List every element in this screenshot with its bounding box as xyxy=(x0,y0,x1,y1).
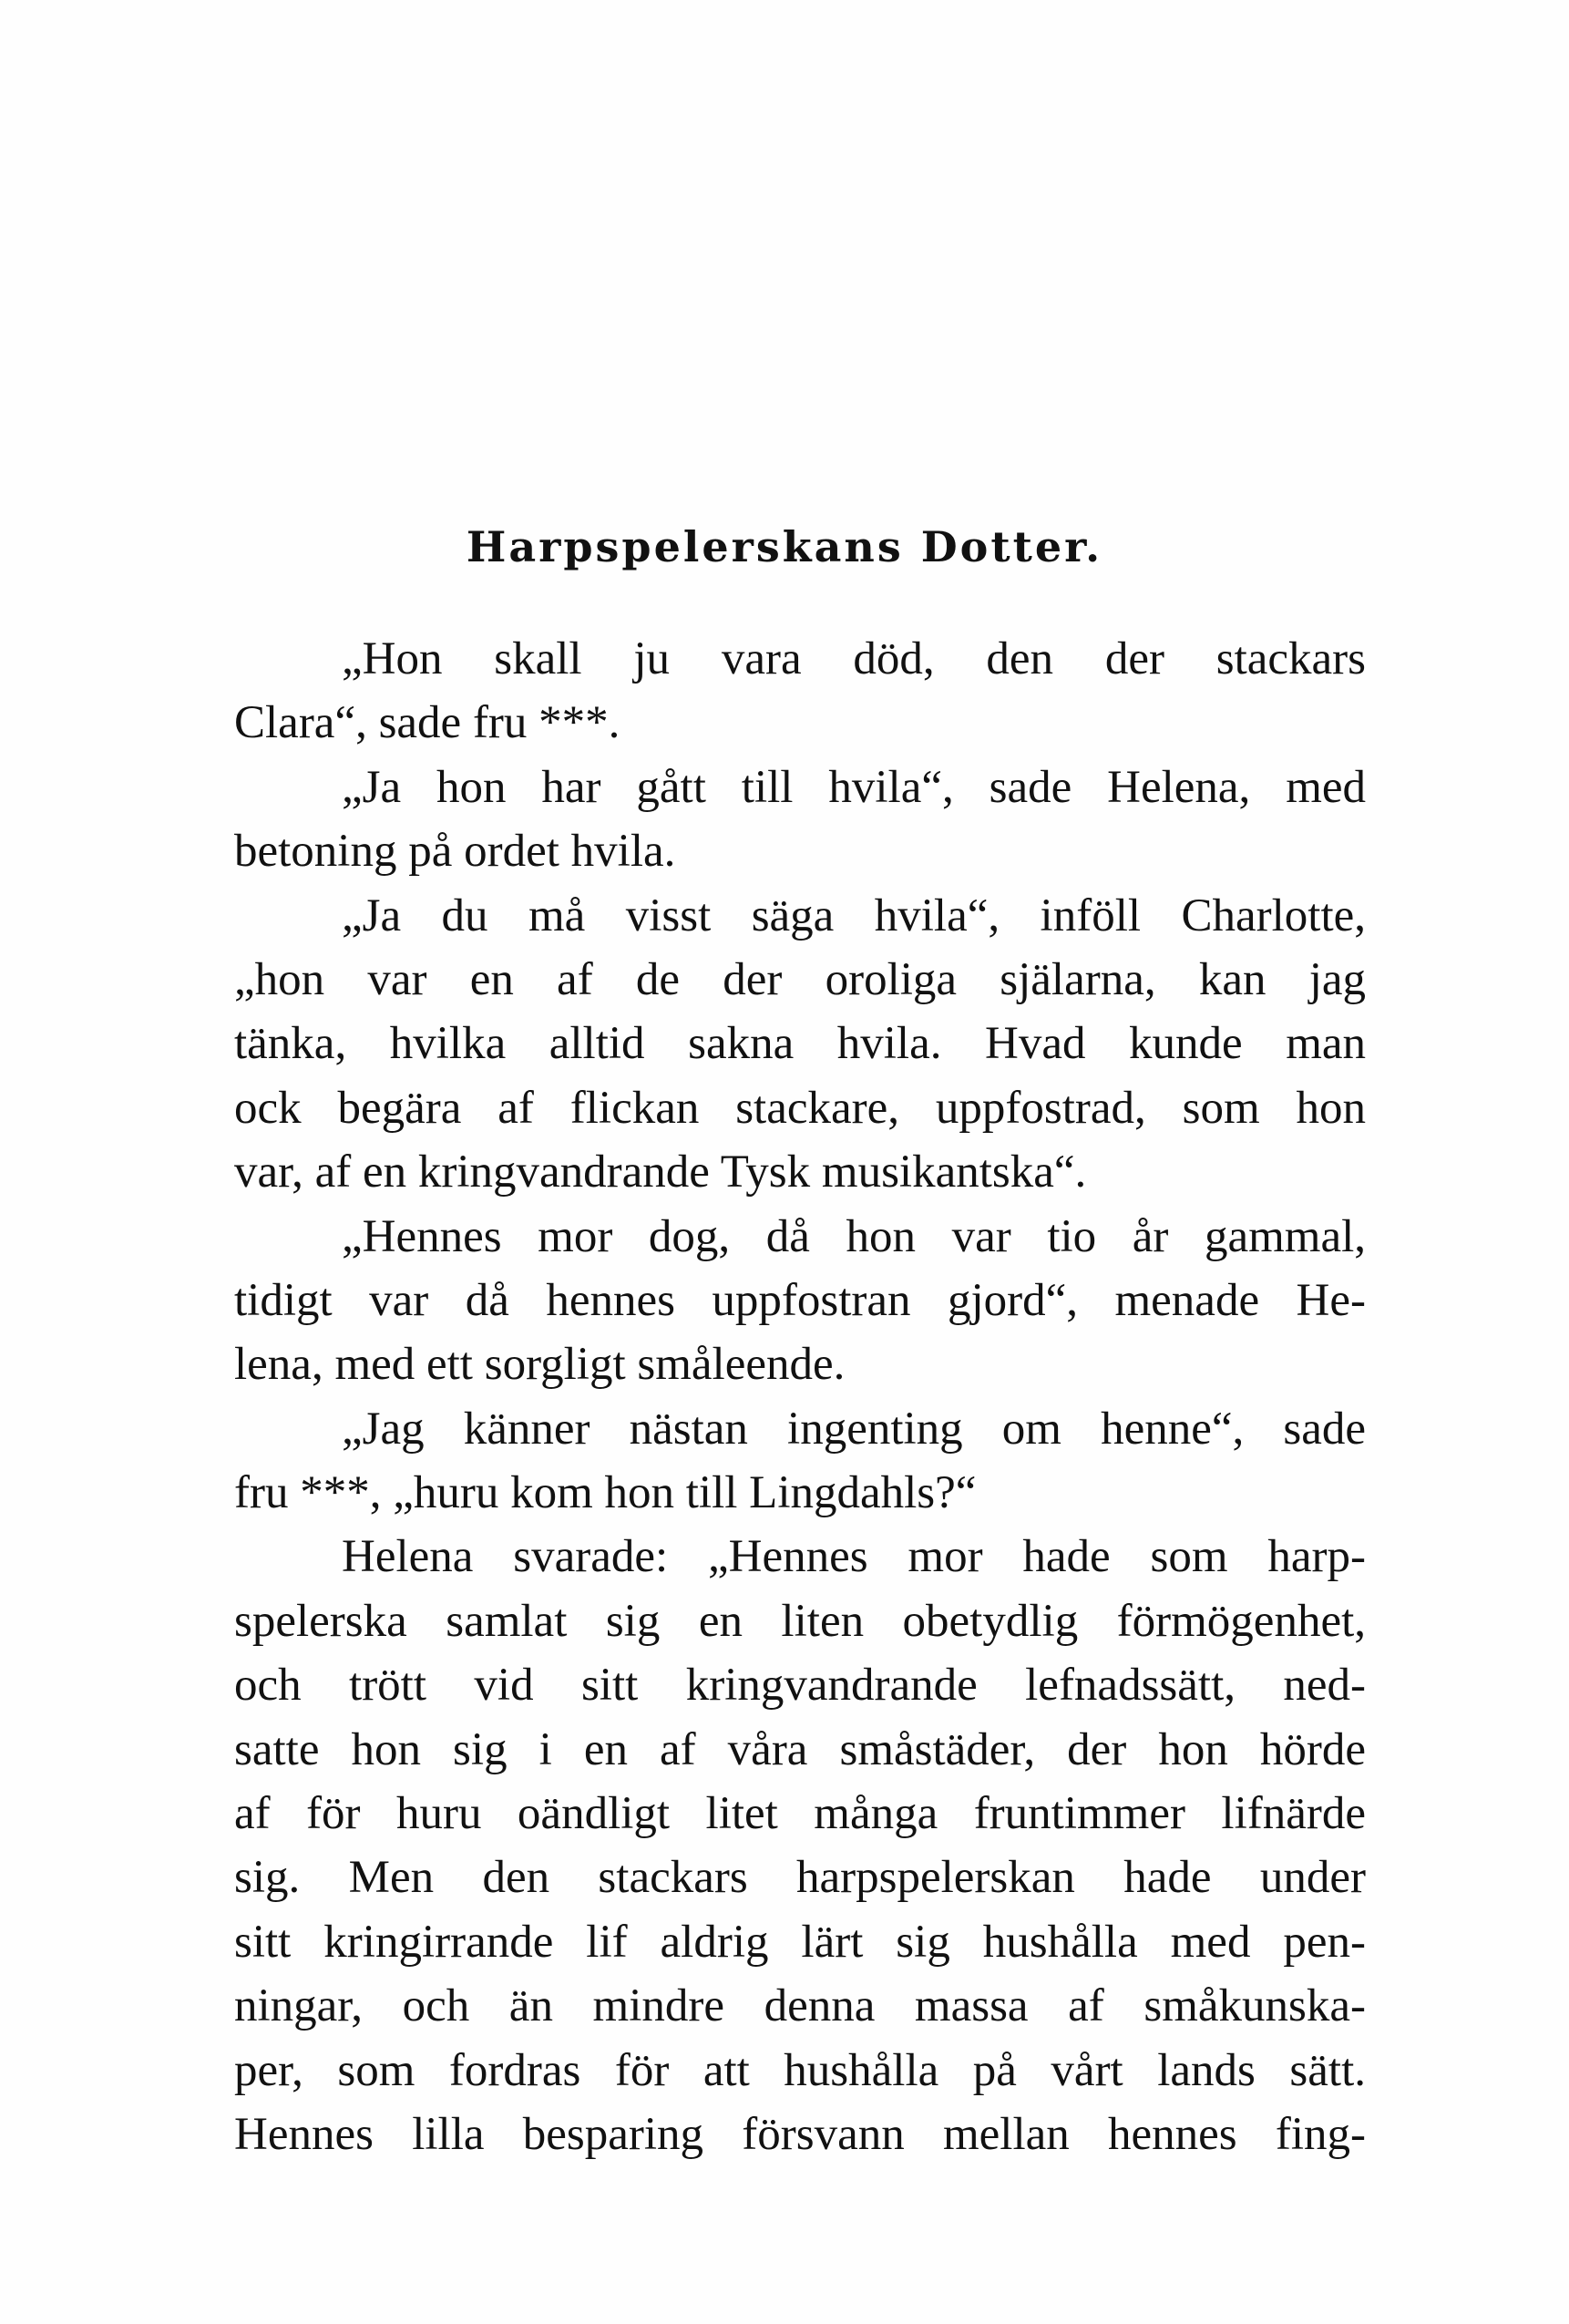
text-line: Hennes lilla besparing försvann mellan hennes fing- xyxy=(234,2108,1366,2160)
text-line: „Jag känner nästan ingenting om henne“, sade xyxy=(342,1403,1366,1455)
chapter-title: Harpspelerskans Dotter. xyxy=(466,522,1103,571)
text-line: betoning på ordet hvila. xyxy=(234,826,676,878)
text-line: satte hon sig i en af våra småstäder, der hon hörde xyxy=(234,1723,1366,1775)
text-line: sitt kringirrande lif aldrig lärt sig hushålla med pen- xyxy=(234,1916,1366,1968)
text-line: ock begära af flickan stackare, uppfostrad, som hon xyxy=(234,1082,1366,1134)
text-line: fru ***, „huru kom hon till Lingdahls?“ xyxy=(234,1467,977,1519)
text-line: Helena svarade: „Hennes mor hade som harp- xyxy=(342,1531,1366,1583)
text-line: var, af en kringvandrande Tysk musikantska“. xyxy=(234,1147,1087,1198)
text-line: ningar, och än mindre denna massa af småkunska- xyxy=(234,1980,1366,2032)
text-line: tidigt var då hennes uppfostran gjord“, menade He- xyxy=(234,1274,1366,1326)
text-line: lena, med ett sorgligt småleende. xyxy=(234,1339,846,1391)
text-line: „Ja hon har gått till hvila“, sade Helena, med xyxy=(342,761,1366,813)
text-line: sig. Men den stackars harpspelerskan hade under xyxy=(234,1852,1366,1904)
text-line: spelerska samlat sig en liten obetydlig förmögenhet, xyxy=(234,1595,1366,1647)
text-line: „Hon skall ju vara död, den der stackars xyxy=(342,633,1366,684)
text-line: Clara“, sade fru ***. xyxy=(234,697,620,749)
text-line: „Ja du må visst säga hvila“, inföll Charlotte, xyxy=(342,889,1366,941)
body-text xyxy=(234,627,1366,2166)
text-line: af för huru oändligt litet många fruntimmer lifnärde xyxy=(234,1788,1366,1840)
text-line: tänka, hvilka alltid sakna hvila. Hvad kunde man xyxy=(234,1018,1366,1070)
text-line: „hon var en af de der oroliga själarna, kan jag xyxy=(234,953,1366,1005)
text-line: och trött vid sitt kringvandrande lefnadssätt, ned- xyxy=(234,1660,1366,1712)
text-line: per, som fordras för att hushålla på vårt lands sätt. xyxy=(234,2044,1366,2096)
text-line: „Hennes mor dog, då hon var tio år gammal, xyxy=(342,1210,1366,1262)
